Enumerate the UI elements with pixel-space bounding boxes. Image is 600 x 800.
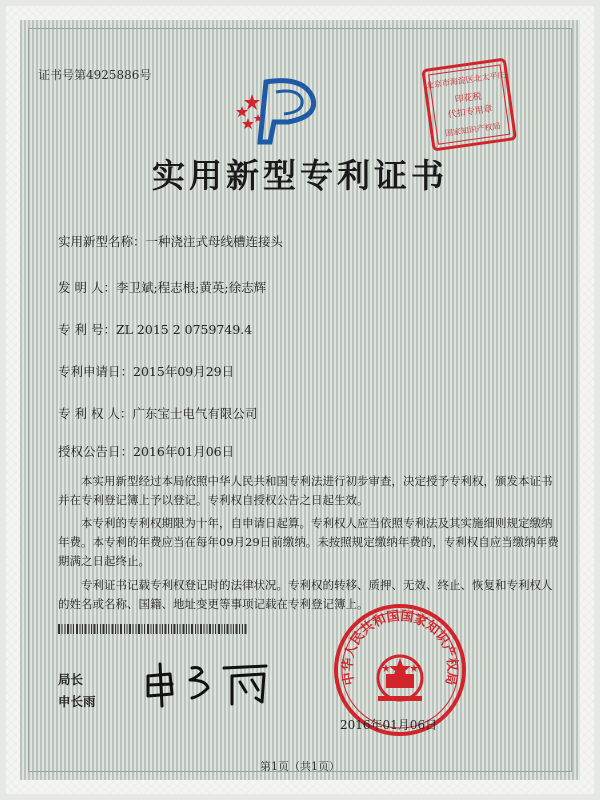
field-design-name <box>58 232 283 250</box>
seal-small-line-4: 国家知识产权局 <box>444 121 502 139</box>
field-grant-date <box>58 442 234 460</box>
field-value: 一种浇注式母线槽连接头 <box>145 234 284 249</box>
field-value: 2016年01月06日 <box>133 444 235 459</box>
seal-small-line-3: 代扣专用章 <box>447 104 494 121</box>
certificate-title: 实用新型专利证书 <box>152 156 448 195</box>
field-value: 李卫斌;程志根;黄英;徐志辉 <box>115 280 267 295</box>
seal-date: 2016年01月06日 <box>340 718 438 732</box>
field-label: 专利申请日： <box>58 364 134 379</box>
field-patent-number <box>58 320 252 338</box>
paragraph-2: 本专利的专利权期限为十年，自申请日起算。专利权人应当依照专利法及其实施细则规定缴纳年费。本专利的年费应当在每年09月29日前缴纳。未按照规定缴纳年费的，专利权自应当缴纳年费期满之日起终止。 <box>58 516 559 568</box>
field-label: 发 明 人： <box>58 280 116 295</box>
field-label: 授权公告日： <box>58 444 134 459</box>
seal-big-text: 中华人民共和国国家知识产权局 <box>340 608 460 687</box>
barcode-icon <box>58 624 248 634</box>
field-value: 广东宝士电气有限公司 <box>132 406 258 421</box>
seal-small-line-2: 印花税 <box>454 91 483 106</box>
director-name: 申长雨 <box>58 694 96 709</box>
sipo-logo-icon <box>222 70 332 150</box>
field-patentee <box>58 404 257 422</box>
seal-small-line-1: 北京市海淀区北太平庄 <box>425 70 507 91</box>
paragraph-3: 专利证书记载专利权登记时的法律状况。专利权的转移、质押、无效、终止、恢复和专利权人的姓名或名称、国籍、地址变更等事项记载在专利登记簿上。 <box>58 578 553 611</box>
field-value: ZL 2015 2 0759749.4 <box>115 322 253 337</box>
field-label: 专 利 权 人： <box>58 406 133 421</box>
field-application-date <box>58 362 234 380</box>
field-label: 实用新型名称： <box>58 234 146 249</box>
field-value: 2015年09月29日 <box>133 364 235 379</box>
tax-seal-stamp <box>418 48 528 158</box>
page-number: 第1页（共1页） <box>260 760 340 773</box>
director-title: 局长 <box>58 672 84 687</box>
field-label: 专 利 号： <box>58 322 116 337</box>
director-signature <box>140 658 280 710</box>
paragraph-1: 本实用新型经过本局依照中华人民共和国专利法进行初步审查，决定授予专利权，颁发本证书并在专利登记簿上予以登记。专利权自授权公告之日起生效。 <box>58 474 553 507</box>
field-inventors <box>58 278 266 296</box>
certificate-number: 证书号第4925886号 <box>38 68 152 82</box>
